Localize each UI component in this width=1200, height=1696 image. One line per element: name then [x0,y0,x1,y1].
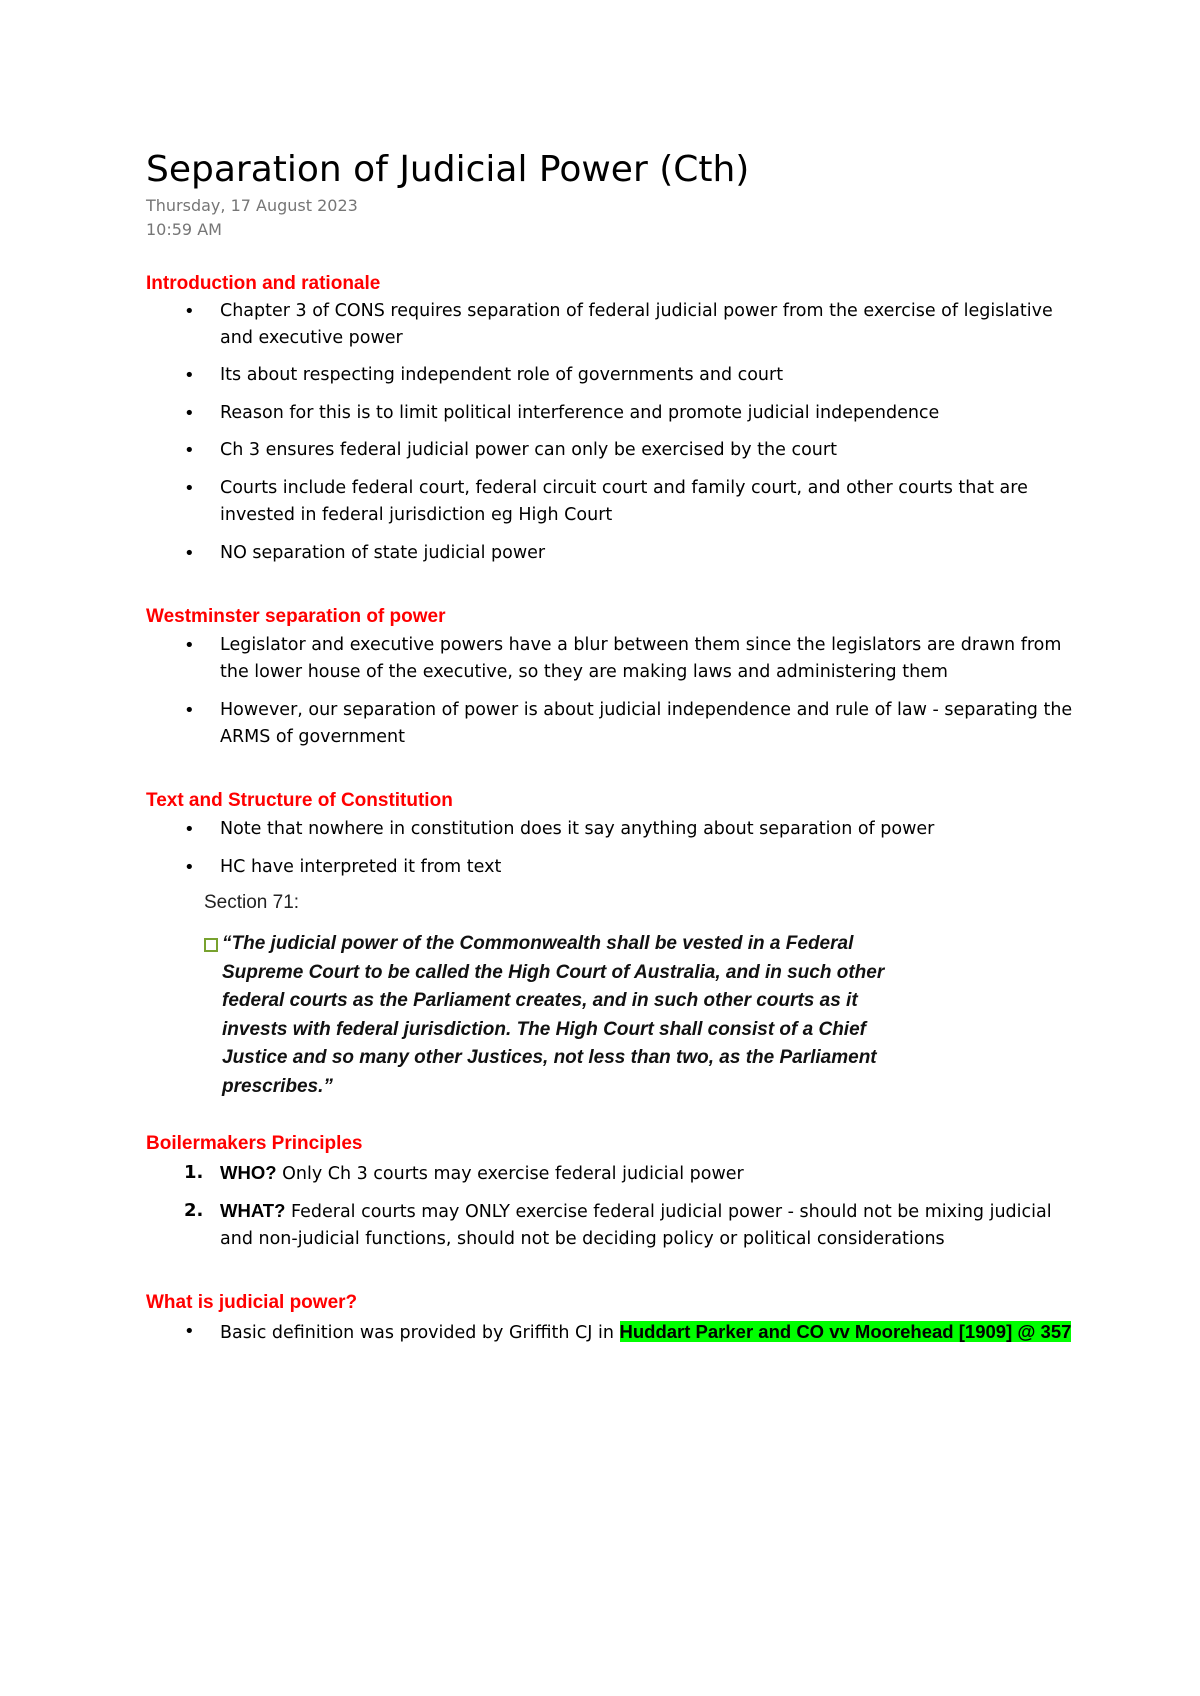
list-item: • Its about respecting independent role of governments and court [184,362,1084,389]
item-label: WHO? [220,1162,277,1183]
bullet-icon: • [184,857,195,878]
list-item: • Reason for this is to limit political interference and promote judicial independence [184,400,1084,427]
heading-judicial-power: What is judicial power? [146,1292,358,1313]
bullet-icon: • [184,700,195,721]
note-time: 10:59 AM [146,220,222,239]
item-text: Only Ch 3 courts may exercise federal judicial power [282,1164,744,1184]
list-item: • Legislator and executive powers have a blur between them since the legislators are drawn from the lower house of the executive, so they are making laws and administering them [184,632,1084,686]
numbered-item [184,1159,1084,1188]
heading-text-structure: Text and Structure of Constitution [146,790,453,811]
bullet-icon: • [184,301,195,322]
bullet-icon: • [184,635,195,656]
bullet-icon: • [184,819,195,840]
item-text: Federal courts may ONLY exercise federal judicial power - should not be mixing judicial and non-judicial functions, should not be deciding policy or political considerations [220,1202,1052,1249]
case-reference-highlight: Huddart Parker and CO vv Moorehead [1909] @ 357 [619,1321,1072,1342]
list-item: • HC have interpreted it from text [184,854,1084,881]
item-number: 2. [184,1200,204,1221]
section-71-quote: “The judicial power of the Commonwealth shall be vested in a Federal Supreme Court to be called the High Court of Australia, and in such other federal courts as the Parliament creates, and in such other courts as it invests with federal jurisdiction. The High Court shall consist of a Chief Justice and so many other Justices, not less than two, as the Parliament prescribes.” [222,933,885,1097]
list-item: • However, our separation of power is about judicial independence and rule of law - separating the ARMS of government [184,697,1084,751]
bullet-icon: • [184,403,195,424]
square-bullet-icon [204,938,218,952]
item-label: WHAT? [220,1200,286,1221]
bullet-icon: • [184,543,195,564]
item-text: Basic definition was provided by Griffith CJ in [220,1323,614,1343]
heading-westminster: Westminster separation of power [146,606,446,627]
section-71-label: Section 71: [204,892,300,913]
note-date: Thursday, 17 August 2023 [146,196,358,215]
heading-introduction: Introduction and rationale [146,273,381,294]
list-item: • Note that nowhere in constitution does it say anything about separation of power [184,816,1084,843]
list-item: • NO separation of state judicial power [184,540,1084,567]
bullet-icon: • [184,440,195,461]
numbered-item [184,1197,1084,1253]
list-item [184,1318,1084,1347]
list-item: • Courts include federal court, federal circuit court and family court, and other courts that are invested in federal jurisdiction eg High Court [184,475,1084,529]
heading-boilermakers: Boilermakers Principles [146,1133,363,1154]
list-item: • Chapter 3 of CONS requires separation of federal judicial power from the exercise of legislative and executive power [184,298,1084,352]
list-item: • Ch 3 ensures federal judicial power can only be exercised by the court [184,437,1084,464]
item-number: 1. [184,1162,204,1183]
bullet-icon: • [184,1321,195,1342]
bullet-icon: • [184,478,195,499]
page-title: Separation of Judicial Power (Cth) [146,149,750,190]
bullet-icon: • [184,365,195,386]
